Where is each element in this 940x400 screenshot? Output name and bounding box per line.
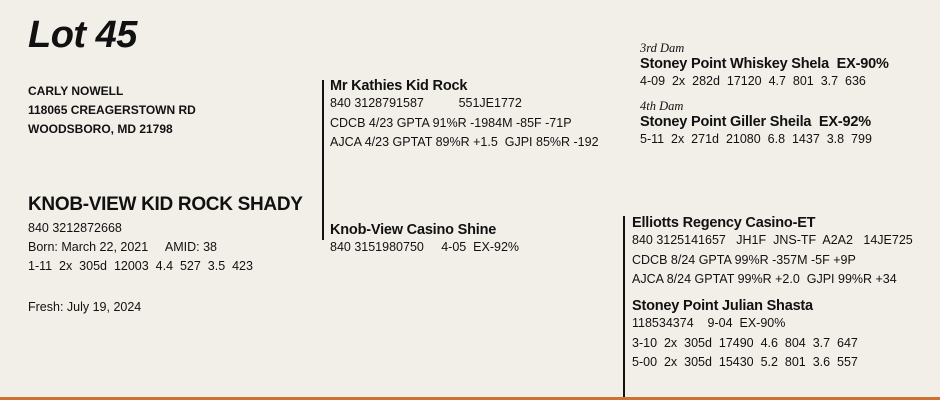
sire-name: Mr Kathies Kid Rock [330,78,468,94]
maternal-granddam-line1: 118534374 9-04 EX-90% [632,316,786,330]
third-dam-label: 3rd Dam [640,41,685,55]
consignor-name: CARLY NOWELL [28,84,124,98]
maternal-grandsire-name: Elliotts Regency Casino-ET [632,215,816,231]
sire-line2: CDCB 4/23 GPTA 91%R -1984M -85F -71P [330,115,572,130]
third-dam-name: Stoney Point Whiskey Shela EX-90% [640,56,889,72]
maternal-granddam-name: Stoney Point Julian Shasta [632,298,813,314]
fourth-dam-block [640,98,872,150]
sire-line1: 840 3128791587 551JE1772 [330,96,522,110]
animal-fresh-date: Fresh: July 19, 2024 [28,300,142,314]
animal-born-line: Born: March 22, 2021 AMID: 38 [28,240,217,254]
third-dam-record: 4-09 2x 282d 17120 4.7 801 3.7 636 [640,74,866,88]
maternal-grandsire-line2: CDCB 8/24 GPTA 99%R -357M -5F +9P [632,252,856,267]
dam-block [330,222,519,258]
lot-title: Lot 45 [28,14,137,56]
maternal-granddam-block [632,298,858,373]
animal-record: 1-11 2x 305d 12003 4.4 527 3.5 423 [28,259,253,273]
animal-reg-number: 840 3212872668 [28,221,122,235]
consignor-address-line2: WOODSBORO, MD 21798 [28,122,173,136]
maternal-grandsire-line1: 840 3125141657 JH1F JNS-TF A2A2 14JE725 [632,233,913,247]
consignor-address-line1: 118065 CREAGERSTOWN RD [28,103,196,117]
maternal-grandsire-block [632,215,913,290]
dam-name: Knob-View Casino Shine [330,222,497,238]
animal-name: KNOB-VIEW KID ROCK SHADY [28,194,303,215]
fourth-dam-label: 4th Dam [640,99,684,113]
sire-block [330,78,599,153]
sire-line3: AJCA 4/23 GPTAT 89%R +1.5 GJPI 85%R -192 [330,135,599,149]
maternal-grandsire-line3: AJCA 8/24 GPTAT 99%R +2.0 GJPI 99%R +34 [632,272,897,286]
fourth-dam-name: Stoney Point Giller Sheila EX-92% [640,114,871,130]
dam-line1: 840 3151980750 4-05 EX-92% [330,240,520,254]
maternal-granddam-line3: 5-00 2x 305d 15430 5.2 801 3.6 557 [632,355,858,369]
pedigree-connector-maternal [623,216,625,400]
maternal-granddam-line2: 3-10 2x 305d 17490 4.6 804 3.7 647 [632,335,858,350]
animal-info-block [28,219,253,276]
fourth-dam-record: 5-11 2x 271d 21080 6.8 1437 3.8 799 [640,132,872,146]
third-dam-block [640,40,889,92]
pedigree-connector-sire-dam [322,80,324,240]
consignor-block [28,82,196,139]
